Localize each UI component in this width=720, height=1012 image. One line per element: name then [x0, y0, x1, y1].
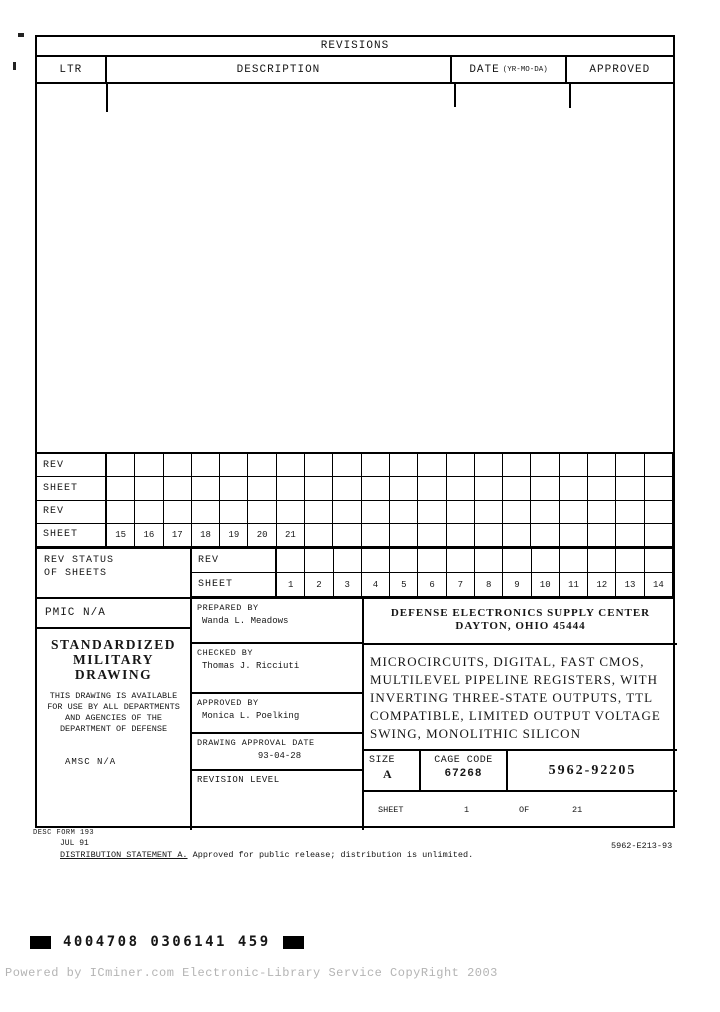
empty-grid-cell	[475, 549, 503, 573]
empty-grid-cell	[418, 477, 446, 500]
amsc-label: AMSC N/A	[65, 757, 117, 767]
rev-status-section	[37, 547, 673, 597]
sheet-number-cell: 18	[192, 524, 220, 547]
sheet-number-cell: 1	[277, 573, 305, 597]
rev-sheet-grid	[37, 452, 673, 547]
drawing-title-line: INVERTING THREE-STATE OUTPUTS, TTL	[370, 690, 654, 705]
title-column	[364, 599, 677, 830]
revisions-col-approved: APPROVED	[589, 63, 651, 76]
empty-grid-cell	[616, 501, 644, 524]
sheet-number-cell: 14	[645, 573, 673, 597]
availability-line: FOR USE BY ALL DEPARTMENTS	[47, 702, 180, 712]
empty-grid-cell	[645, 501, 673, 524]
distribution-statement-rest: Approved for public release; distribution is unlimited.	[187, 850, 474, 860]
empty-grid-cell	[220, 501, 248, 524]
drawing-title-line: MULTILEVEL PIPELINE REGISTERS, WITH	[370, 672, 658, 687]
empty-grid-cell	[503, 549, 531, 573]
empty-grid-cell	[277, 477, 305, 500]
sheet-number-cell: 9	[503, 573, 531, 597]
scan-artifact	[18, 33, 24, 37]
empty-grid-cell	[333, 501, 361, 524]
empty-grid-cell	[588, 501, 616, 524]
revisions-header-row	[37, 57, 673, 84]
empty-grid-cell	[588, 477, 616, 500]
size-cell	[364, 751, 421, 790]
drawing-title-line: COMPATIBLE, LIMITED OUTPUT VOLTAGE	[370, 708, 661, 723]
sheet-number-cell: 2	[305, 573, 333, 597]
sheet-number-cell: 16	[135, 524, 163, 547]
prepared-by-name: Wanda L. Meadows	[202, 616, 289, 626]
title-block-section	[37, 597, 673, 830]
empty-grid-cell	[333, 524, 361, 547]
barcode-digits: 4004708 0306141 459	[63, 934, 271, 950]
empty-grid-cell	[220, 477, 248, 500]
empty-grid-cell	[164, 501, 192, 524]
empty-grid-cell	[447, 477, 475, 500]
smd-title-line: DRAWING	[74, 667, 153, 682]
sheet-number-cell: 7	[447, 573, 475, 597]
empty-grid-cell	[616, 549, 644, 573]
revision-level-box	[192, 771, 362, 832]
smd-title-line: MILITARY	[72, 652, 155, 667]
empty-grid-cell	[531, 454, 559, 477]
empty-grid-cell	[305, 501, 333, 524]
date-format-label: (YR-MO-DA)	[502, 65, 548, 74]
prepared-by-label: PREPARED BY	[197, 603, 259, 613]
empty-grid-cell	[277, 549, 305, 573]
empty-grid-cell	[390, 549, 418, 573]
empty-grid-cell	[248, 477, 276, 500]
sheet-number-cell: 11	[560, 573, 588, 597]
sheet-number-cell: 21	[277, 524, 305, 547]
availability-line: THIS DRAWING IS AVAILABLE	[49, 691, 178, 701]
empty-grid-cell	[305, 454, 333, 477]
empty-grid-cell	[362, 549, 390, 573]
empty-grid-cell	[418, 524, 446, 547]
sheet-number-cell: 5	[390, 573, 418, 597]
empty-grid-cell	[305, 477, 333, 500]
grid-row-label: REV	[192, 549, 277, 573]
agency-name: DEFENSE ELECTRONICS SUPPLY CENTER	[390, 607, 651, 619]
barcode-start-mark	[30, 936, 51, 949]
rev-status-label	[37, 549, 192, 597]
empty-grid-cell	[475, 477, 503, 500]
empty-grid-cell	[447, 549, 475, 573]
sheet-number-cell: 3	[334, 573, 362, 597]
empty-grid-cell	[531, 501, 559, 524]
empty-grid-cell	[475, 501, 503, 524]
grid-row-label: REV	[37, 454, 107, 477]
checked-by-label: CHECKED BY	[197, 648, 254, 658]
empty-grid-cell	[362, 454, 390, 477]
empty-grid-cell	[248, 501, 276, 524]
empty-grid-cell	[447, 524, 475, 547]
sheet-number-cell: 20	[248, 524, 276, 547]
left-column	[37, 599, 192, 830]
empty-grid-cell	[503, 524, 531, 547]
empty-grid-cell	[135, 454, 163, 477]
column-stub	[569, 84, 571, 108]
empty-grid-cell	[220, 454, 248, 477]
drawing-approval-date-box	[192, 734, 362, 771]
availability-line: AND AGENCIES OF THE	[65, 713, 162, 723]
grid-row-label: SHEET	[37, 524, 107, 547]
empty-grid-cell	[277, 501, 305, 524]
empty-grid-cell	[164, 477, 192, 500]
empty-grid-cell	[135, 501, 163, 524]
sheet-number-cell: 8	[475, 573, 503, 597]
revisions-col-description: DESCRIPTION	[107, 57, 453, 82]
sheet-label: SHEET	[378, 805, 404, 815]
empty-grid-cell	[645, 477, 673, 500]
revisions-col-ltr: LTR	[37, 57, 107, 82]
empty-grid-cell	[560, 549, 588, 573]
grid-row-label: SHEET	[37, 477, 107, 500]
cage-code-cell	[421, 751, 508, 790]
empty-grid-cell	[475, 524, 503, 547]
empty-grid-cell	[390, 524, 418, 547]
smd-form	[35, 35, 675, 828]
grid-row-label: SHEET	[192, 573, 277, 597]
sheet-number-cell: 4	[362, 573, 390, 597]
drawing-title-line: MICROCIRCUITS, DIGITAL, FAST CMOS,	[370, 654, 645, 669]
sheet-number-cell: 19	[220, 524, 248, 547]
empty-grid-cell	[192, 454, 220, 477]
availability-statement	[37, 691, 190, 735]
checked-by-box	[192, 644, 362, 694]
drawing-title-line: SWING, MONOLITHIC SILICON	[370, 726, 581, 741]
empty-grid-cell	[390, 454, 418, 477]
empty-grid-cell	[277, 454, 305, 477]
empty-grid-cell	[248, 454, 276, 477]
drawing-title	[364, 645, 677, 751]
rev-status-line1: REV STATUS	[44, 555, 115, 566]
date-label: DATE	[469, 63, 500, 76]
empty-grid-cell	[560, 477, 588, 500]
empty-grid-cell	[532, 549, 560, 573]
empty-grid-cell	[616, 524, 644, 547]
empty-grid-cell	[645, 524, 673, 547]
distribution-statement	[60, 850, 473, 860]
sheet-number-cell: 13	[616, 573, 644, 597]
empty-grid-cell	[305, 549, 333, 573]
checked-by-name: Thomas J. Ricciuti	[202, 661, 300, 671]
distribution-statement-lead: DISTRIBUTION STATEMENT A.	[60, 850, 188, 860]
sheet-count-row	[364, 792, 677, 832]
empty-grid-cell	[334, 549, 362, 573]
empty-grid-cell	[418, 549, 446, 573]
empty-grid-cell	[362, 524, 390, 547]
empty-grid-cell	[107, 501, 135, 524]
empty-grid-cell	[447, 501, 475, 524]
drawing-approval-date-value: 93-04-28	[257, 751, 302, 761]
empty-grid-cell	[107, 454, 135, 477]
empty-grid-cell	[588, 549, 616, 573]
empty-grid-cell	[362, 477, 390, 500]
document-reference: 5962-E213-93	[611, 841, 673, 851]
revisions-title: REVISIONS	[37, 37, 673, 57]
column-stub	[106, 84, 108, 112]
empty-grid-cell	[418, 501, 446, 524]
empty-grid-cell	[588, 454, 616, 477]
availability-line: DEPARTMENT OF DEFENSE	[59, 724, 168, 734]
empty-grid-cell	[560, 524, 588, 547]
approved-by-label: APPROVED BY	[197, 698, 259, 708]
sheet-number-cell: 6	[418, 573, 446, 597]
pmic-label: PMIC N/A	[37, 599, 190, 629]
cage-code-label: CAGE CODE	[434, 755, 493, 766]
smd-title-line: STANDARDIZED	[50, 637, 177, 652]
barcode-strip	[30, 934, 304, 950]
size-label: SIZE	[369, 755, 396, 766]
barcode-end-mark	[283, 936, 304, 949]
revision-level-label: REVISION LEVEL	[197, 775, 280, 785]
sheet-number-cell: 15	[107, 524, 135, 547]
approved-by-name: Monica L. Poelking	[202, 711, 300, 721]
column-stub	[454, 84, 456, 107]
size-value: A	[383, 767, 392, 781]
empty-grid-cell	[192, 501, 220, 524]
drawing-approval-date-label: DRAWING APPROVAL DATE	[197, 738, 315, 748]
empty-grid-cell	[531, 524, 559, 547]
watermark-text: Powered by ICminer.com Electronic-Library Service CopyRight 2003	[5, 966, 498, 980]
approved-by-box	[192, 694, 362, 734]
empty-grid-cell	[333, 454, 361, 477]
empty-grid-cell	[588, 524, 616, 547]
empty-grid-cell	[362, 501, 390, 524]
empty-grid-cell	[475, 454, 503, 477]
empty-grid-cell	[447, 454, 475, 477]
sheet-number-cell: 10	[532, 573, 560, 597]
sheet-number-cell: 12	[588, 573, 616, 597]
revisions-col-date	[452, 57, 566, 82]
sheet-total: 21	[572, 805, 583, 815]
empty-grid-cell	[390, 477, 418, 500]
empty-grid-cell	[164, 454, 192, 477]
empty-grid-cell	[531, 477, 559, 500]
sheet-number: 1	[464, 805, 470, 815]
prepared-by-box	[192, 599, 362, 644]
agency-location: DAYTON, OHIO 45444	[455, 620, 586, 632]
rev-status-grid	[192, 549, 673, 597]
empty-grid-cell	[503, 454, 531, 477]
form-date: JUL 91	[60, 839, 89, 848]
empty-grid-cell	[645, 454, 673, 477]
document-number: 5962-92205	[548, 762, 637, 778]
empty-grid-cell	[305, 524, 333, 547]
empty-grid-cell	[390, 501, 418, 524]
rev-status-line2: OF SHEETS	[44, 568, 108, 579]
scan-artifact	[13, 62, 16, 70]
sheet-number-cell: 17	[164, 524, 192, 547]
grid-row-label: REV	[37, 501, 107, 524]
empty-grid-cell	[135, 477, 163, 500]
form-number: DESC FORM 193	[33, 829, 95, 837]
agency-header	[364, 599, 677, 645]
empty-grid-cell	[503, 477, 531, 500]
empty-grid-cell	[192, 477, 220, 500]
of-label: OF	[519, 805, 530, 815]
empty-grid-cell	[107, 477, 135, 500]
empty-grid-cell	[616, 454, 644, 477]
empty-grid-cell	[616, 477, 644, 500]
standardized-military-drawing-title	[37, 637, 190, 682]
empty-grid-cell	[418, 454, 446, 477]
empty-grid-cell	[503, 501, 531, 524]
empty-grid-cell	[560, 454, 588, 477]
empty-grid-cell	[560, 501, 588, 524]
size-cage-row	[364, 751, 677, 792]
cage-code-value: 67268	[444, 768, 483, 780]
empty-grid-cell	[333, 477, 361, 500]
signature-column	[192, 599, 364, 830]
empty-grid-cell	[645, 549, 673, 573]
